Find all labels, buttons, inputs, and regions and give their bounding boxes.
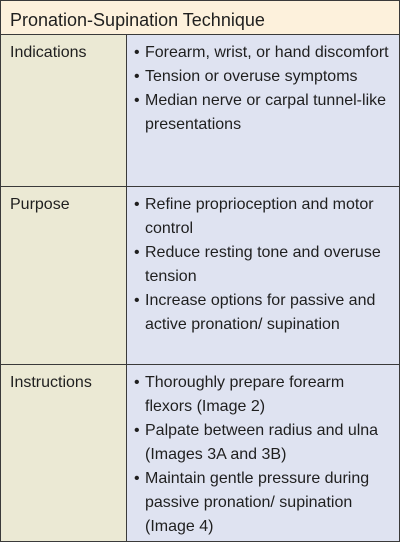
bullet-list-indications xyxy=(133,41,391,137)
bullet-icon: • xyxy=(134,470,140,487)
list-item-text: Maintain gentle pressure during passive pronation/ supination (Image 4) xyxy=(145,470,370,535)
row-content-instructions xyxy=(127,365,399,541)
list-item xyxy=(133,419,391,467)
table-row-purpose xyxy=(1,187,399,365)
bullet-icon: • xyxy=(134,292,140,309)
list-item xyxy=(133,289,391,337)
list-item xyxy=(133,241,391,289)
bullet-icon: • xyxy=(134,196,140,213)
bullet-icon: • xyxy=(134,68,140,85)
list-item xyxy=(133,89,391,137)
row-label-purpose: Purpose xyxy=(1,187,127,364)
table-row-indications xyxy=(1,35,399,187)
list-item-text: Palpate between radius and ulna (Images 3A and 3B) xyxy=(145,422,379,463)
list-item-text: Reduce resting tone and overuse tension xyxy=(145,244,381,285)
list-item xyxy=(133,193,391,241)
bullet-icon: • xyxy=(134,92,140,109)
list-item xyxy=(133,371,391,419)
list-item-text: Refine proprioception and motor control xyxy=(145,196,374,237)
row-content-purpose xyxy=(127,187,399,364)
list-item-text: Median nerve or carpal tunnel-like presentations xyxy=(145,92,387,133)
table-title: Pronation-Supination Technique xyxy=(1,1,399,35)
list-item xyxy=(133,467,391,539)
list-item xyxy=(133,41,391,65)
bullet-list-instructions xyxy=(133,371,391,539)
list-item-text: Thoroughly prepare forearm flexors (Image 2) xyxy=(145,374,345,415)
bullet-icon: • xyxy=(134,244,140,261)
bullet-list-purpose xyxy=(133,193,391,337)
bullet-icon: • xyxy=(134,374,140,391)
list-item-text: Increase options for passive and active pronation/ supination xyxy=(145,292,376,333)
row-label-instructions: Instructions xyxy=(1,365,127,541)
table-row-instructions xyxy=(1,365,399,541)
list-item-text: Tension or overuse symptoms xyxy=(145,68,358,85)
bullet-icon: • xyxy=(134,44,140,61)
row-content-indications xyxy=(127,35,399,186)
list-item xyxy=(133,65,391,89)
bullet-icon: • xyxy=(134,422,140,439)
list-item-text: Forearm, wrist, or hand discomfort xyxy=(145,44,389,61)
row-label-indications: Indications xyxy=(1,35,127,186)
